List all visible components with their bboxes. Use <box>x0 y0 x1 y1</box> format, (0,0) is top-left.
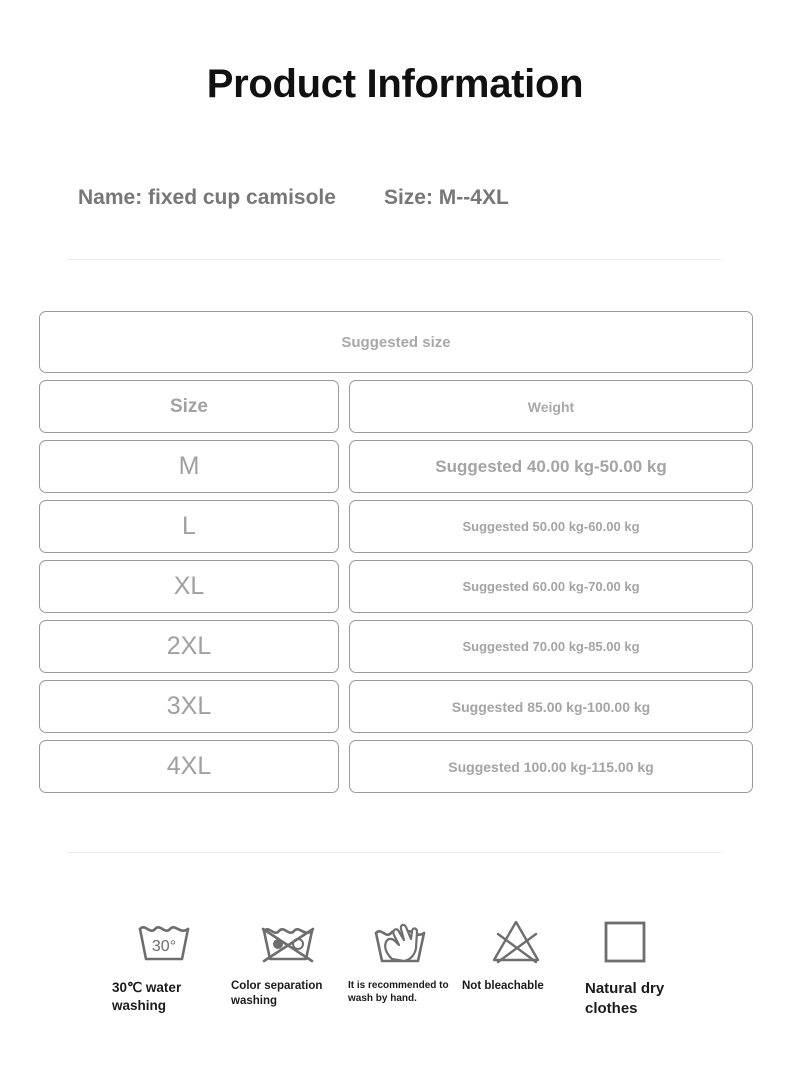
cell-weight-m: Suggested 40.00 kg-50.00 kg <box>349 440 753 493</box>
table-row <box>39 680 753 733</box>
cell-weight-xl: Suggested 60.00 kg-70.00 kg <box>349 560 753 613</box>
care-label-line1: Natural dry <box>585 980 665 997</box>
care-label-hand-wash <box>348 979 454 1005</box>
care-label-line1: Not bleachable <box>462 980 544 992</box>
wash-tub-30-degrees-icon <box>112 912 232 970</box>
table-row <box>39 620 753 673</box>
cell-size-l: L <box>39 500 339 553</box>
care-label-line1: 30℃ water <box>112 980 182 995</box>
column-header-size: Size <box>39 380 339 433</box>
table-header-row <box>39 380 753 433</box>
do-not-bleach-icon <box>462 912 570 970</box>
care-label-line2: washing <box>112 997 167 1013</box>
table-row <box>39 740 753 793</box>
care-label-machine-wash-30 <box>112 979 232 1015</box>
column-header-weight: Weight <box>349 380 753 433</box>
hand-wash-icon <box>348 912 454 970</box>
divider-top <box>68 259 722 260</box>
care-item-color-separation <box>231 912 345 1009</box>
care-label-line2: wash by hand. <box>348 993 417 1005</box>
page-title: Product Information <box>206 62 584 106</box>
cell-size-3xl: 3XL <box>39 680 339 733</box>
table-caption: Suggested size <box>39 311 753 373</box>
care-label-line2: clothes <box>585 999 638 1017</box>
color-separation-wash-icon <box>231 912 345 970</box>
care-label-line1: It is recommended to <box>348 980 449 991</box>
care-label-natural-dry <box>585 979 685 1019</box>
divider-bottom <box>68 852 722 853</box>
care-instructions-row <box>0 912 790 1042</box>
svg-text:30°: 30° <box>151 938 177 955</box>
care-label-color-separation <box>231 979 345 1009</box>
product-meta-row <box>78 186 738 210</box>
table-row <box>39 560 753 613</box>
cell-size-4xl: 4XL <box>39 740 339 793</box>
product-size-range-label: Size: M--4XL <box>383 186 509 209</box>
cell-size-2xl: 2XL <box>39 620 339 673</box>
care-label-do-not-bleach <box>462 979 570 994</box>
suggested-size-table <box>39 311 753 800</box>
care-item-do-not-bleach <box>462 912 570 994</box>
table-row <box>39 500 753 553</box>
cell-size-xl: XL <box>39 560 339 613</box>
care-item-natural-dry <box>585 912 685 1019</box>
table-row <box>39 440 753 493</box>
care-item-machine-wash-30 <box>112 912 232 1015</box>
product-name-label: Name: fixed cup camisole <box>78 186 336 209</box>
care-item-hand-wash <box>348 912 454 1005</box>
care-label-line1: Color separation <box>231 980 323 992</box>
cell-weight-4xl: Suggested 100.00 kg-115.00 kg <box>349 740 753 793</box>
cell-size-m: M <box>39 440 339 493</box>
cell-weight-2xl: Suggested 70.00 kg-85.00 kg <box>349 620 753 673</box>
cell-weight-l: Suggested 50.00 kg-60.00 kg <box>349 500 753 553</box>
care-label-line2: washing <box>231 995 278 1008</box>
cell-weight-3xl: Suggested 85.00 kg-100.00 kg <box>349 680 753 733</box>
natural-dry-square-icon <box>585 912 685 970</box>
